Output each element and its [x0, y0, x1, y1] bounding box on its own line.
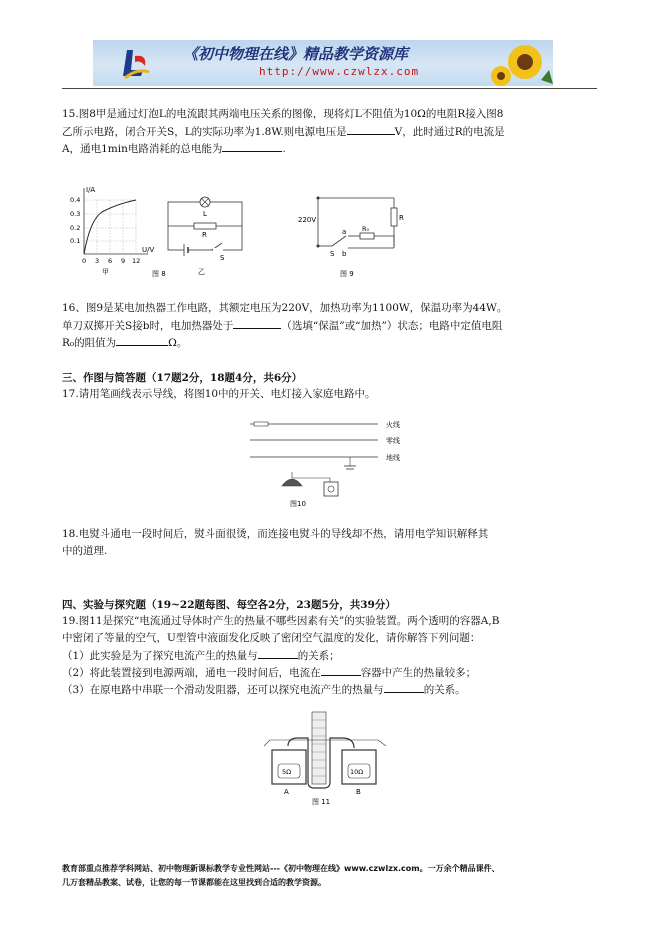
page-footer	[62, 862, 602, 890]
q18-line2: 中的道理.	[62, 545, 108, 557]
fuse-icon	[254, 422, 268, 426]
q19-part2-text-a: （2）将此装置接到电源两端，通电一段时间后，电流在	[62, 667, 321, 679]
q19-part3-text-b: 的关系。	[423, 684, 466, 696]
lamp-label: L	[203, 210, 207, 218]
q19-line2: 中密闭了等量的空气，U型管中液面发化反映了密闭空气温度的发化，请你解答下列问题：	[62, 632, 481, 644]
container-a-label: A	[284, 788, 289, 796]
fig9-r0-label: R₀	[362, 225, 370, 233]
xtick-6: 6	[108, 257, 113, 265]
fig9-resistor-r0	[360, 233, 374, 239]
graph-sublabel: 甲	[102, 268, 109, 276]
fig9-voltage: 220V	[298, 216, 317, 224]
q15-line2-text-a: 乙所示电路，闭合开关S，L的实际功率为1.8W.则电源电压是	[62, 126, 347, 138]
q15-line2	[62, 123, 505, 141]
xtick-3: 3	[95, 257, 100, 265]
switch-box-icon	[324, 482, 338, 496]
q15-blank-energy[interactable]	[222, 140, 282, 152]
q16-blank-resistance[interactable]	[116, 334, 168, 346]
fig9-b-label: b	[342, 250, 347, 258]
xtick-9: 9	[121, 257, 126, 265]
q19-part2	[62, 664, 476, 682]
q15-line3	[62, 140, 286, 158]
q15-blank-voltage[interactable]	[347, 123, 395, 135]
header-banner	[93, 40, 553, 86]
circuit-diagram-yi	[168, 197, 242, 276]
section3-heading: 三、作图与简答题（17题2分，18题4分，共6分）	[62, 372, 303, 384]
container-b-resistance: 10Ω	[350, 768, 364, 776]
q19-part1-text-b: 的关系；	[297, 650, 340, 662]
figure-9-caption: 图 9	[340, 270, 354, 278]
live-label: 火线	[386, 421, 400, 429]
q19-part2-text-b: 容器中产生的热量较多；	[360, 667, 477, 679]
q16-blank-state[interactable]	[233, 317, 281, 329]
q15-line3-text-a: A，通电1min电路消耗的总电能为	[62, 143, 223, 155]
fig9-switch	[332, 236, 346, 246]
q15-line1: 15.图8甲是通过灯泡L的电流跟其两端电压关系的图像，现将灯L不阻值为10Ω的电阻R接入图8	[62, 108, 504, 120]
ytick-0.1: 0.1	[70, 237, 81, 245]
q16-line3	[62, 334, 187, 352]
figure-11	[258, 710, 398, 810]
ytick-0.3: 0.3	[70, 210, 81, 218]
q16-line2	[62, 317, 502, 335]
site-url[interactable]: http://www.czwlzx.com	[259, 65, 420, 78]
fig9-resistor-r	[391, 208, 397, 226]
u-tube-scale	[312, 712, 326, 784]
circuit-sublabel: 乙	[198, 268, 205, 276]
fig9-s-label: S	[330, 250, 335, 258]
ytick-0.4: 0.4	[70, 196, 81, 204]
q16-line3-text-a: R₀的阻值为	[62, 337, 117, 349]
header-rule	[62, 88, 597, 89]
lamp-icon	[282, 479, 302, 486]
q19-part1	[62, 647, 340, 665]
ytick-0.2: 0.2	[70, 224, 81, 232]
site-title: 《初中物理在线》精品教学资源库	[183, 45, 409, 63]
section4-heading: 四、实验与探究题（19~22题每图、每空各2分，23题5分，共39分）	[62, 599, 396, 611]
footer-line2: 几万套精品教案、试卷，让您的每一节课都能在这里找到合适的教学资源。	[62, 878, 326, 887]
figure-11-caption: 图 11	[312, 798, 331, 806]
q16-line2-text-a: 单刀双掷开关S接b时，电加热器处于	[62, 320, 234, 332]
q19-line1: 19.图11是探究“电流通过导体时产生的热量不哪些因素有关”的实验装置。两个透明的容器A,B	[62, 615, 500, 627]
xtick-12: 12	[132, 257, 141, 265]
q16-line3-text-b: Ω。	[168, 337, 188, 349]
q18-line1: 18.电熨斗通电一段时间后，熨斗面很烫，而连接电熨斗的导线却不热，请用电学知识解释其	[62, 528, 489, 540]
figure-8-caption: 图 8	[152, 270, 166, 278]
iu-graph	[70, 186, 154, 276]
graph-ylabel: I/A	[86, 186, 96, 194]
q19-blank-1[interactable]	[258, 647, 298, 659]
switch-label: S	[220, 254, 225, 262]
graph-xlabel: U/V	[142, 246, 155, 254]
q16-line2-text-b: （选填“保温”或“加热”）状态；电路中定值电阻	[281, 320, 503, 332]
fig9-a-label: a	[342, 228, 347, 236]
q15-line2-text-b: V，此时通过R的电流是	[394, 126, 505, 138]
q19-part1-text-a: （1）此实验是为了探究电流产生的热量与	[62, 650, 258, 662]
figure-10-caption: 图10	[290, 500, 306, 508]
resistor-label: R	[202, 231, 207, 239]
q19-part3-text-a: （3）在原电路中串联一个滑动发阻器，还可以探究电流产生的热量与	[62, 684, 384, 696]
fig9-r-label: R	[399, 214, 404, 222]
container-b-label: B	[356, 788, 361, 796]
resistor-icon	[194, 223, 216, 229]
q16-line1: 16、图9是某电加热器工作电路，其额定电压为220V，加热功率为1100W，保温功率为44W。	[62, 302, 508, 314]
q19-part3	[62, 681, 466, 699]
q17-text: 17.请用笔画线表示导线，将图10中的开关、电灯接入家庭电路中。	[62, 388, 376, 400]
site-logo	[121, 46, 151, 80]
sunflower-image	[491, 40, 553, 86]
ground-label: 地线	[386, 454, 400, 462]
footer-line1: 教育部重点推荐学科网站、初中物理新课标教学专业性网站---《初中物理在线》www.czwlzx.com。一万余个精品课件、	[62, 864, 500, 873]
figure-9	[296, 182, 416, 282]
container-a-resistance: 5Ω	[282, 768, 292, 776]
xtick-0: 0	[82, 257, 87, 265]
neutral-label: 零线	[386, 437, 400, 445]
q19-blank-3[interactable]	[384, 681, 424, 693]
figure-8	[62, 180, 312, 280]
figure-10	[240, 414, 420, 514]
q15-line3-text-b: .	[282, 143, 286, 155]
q19-blank-2[interactable]	[321, 664, 361, 676]
